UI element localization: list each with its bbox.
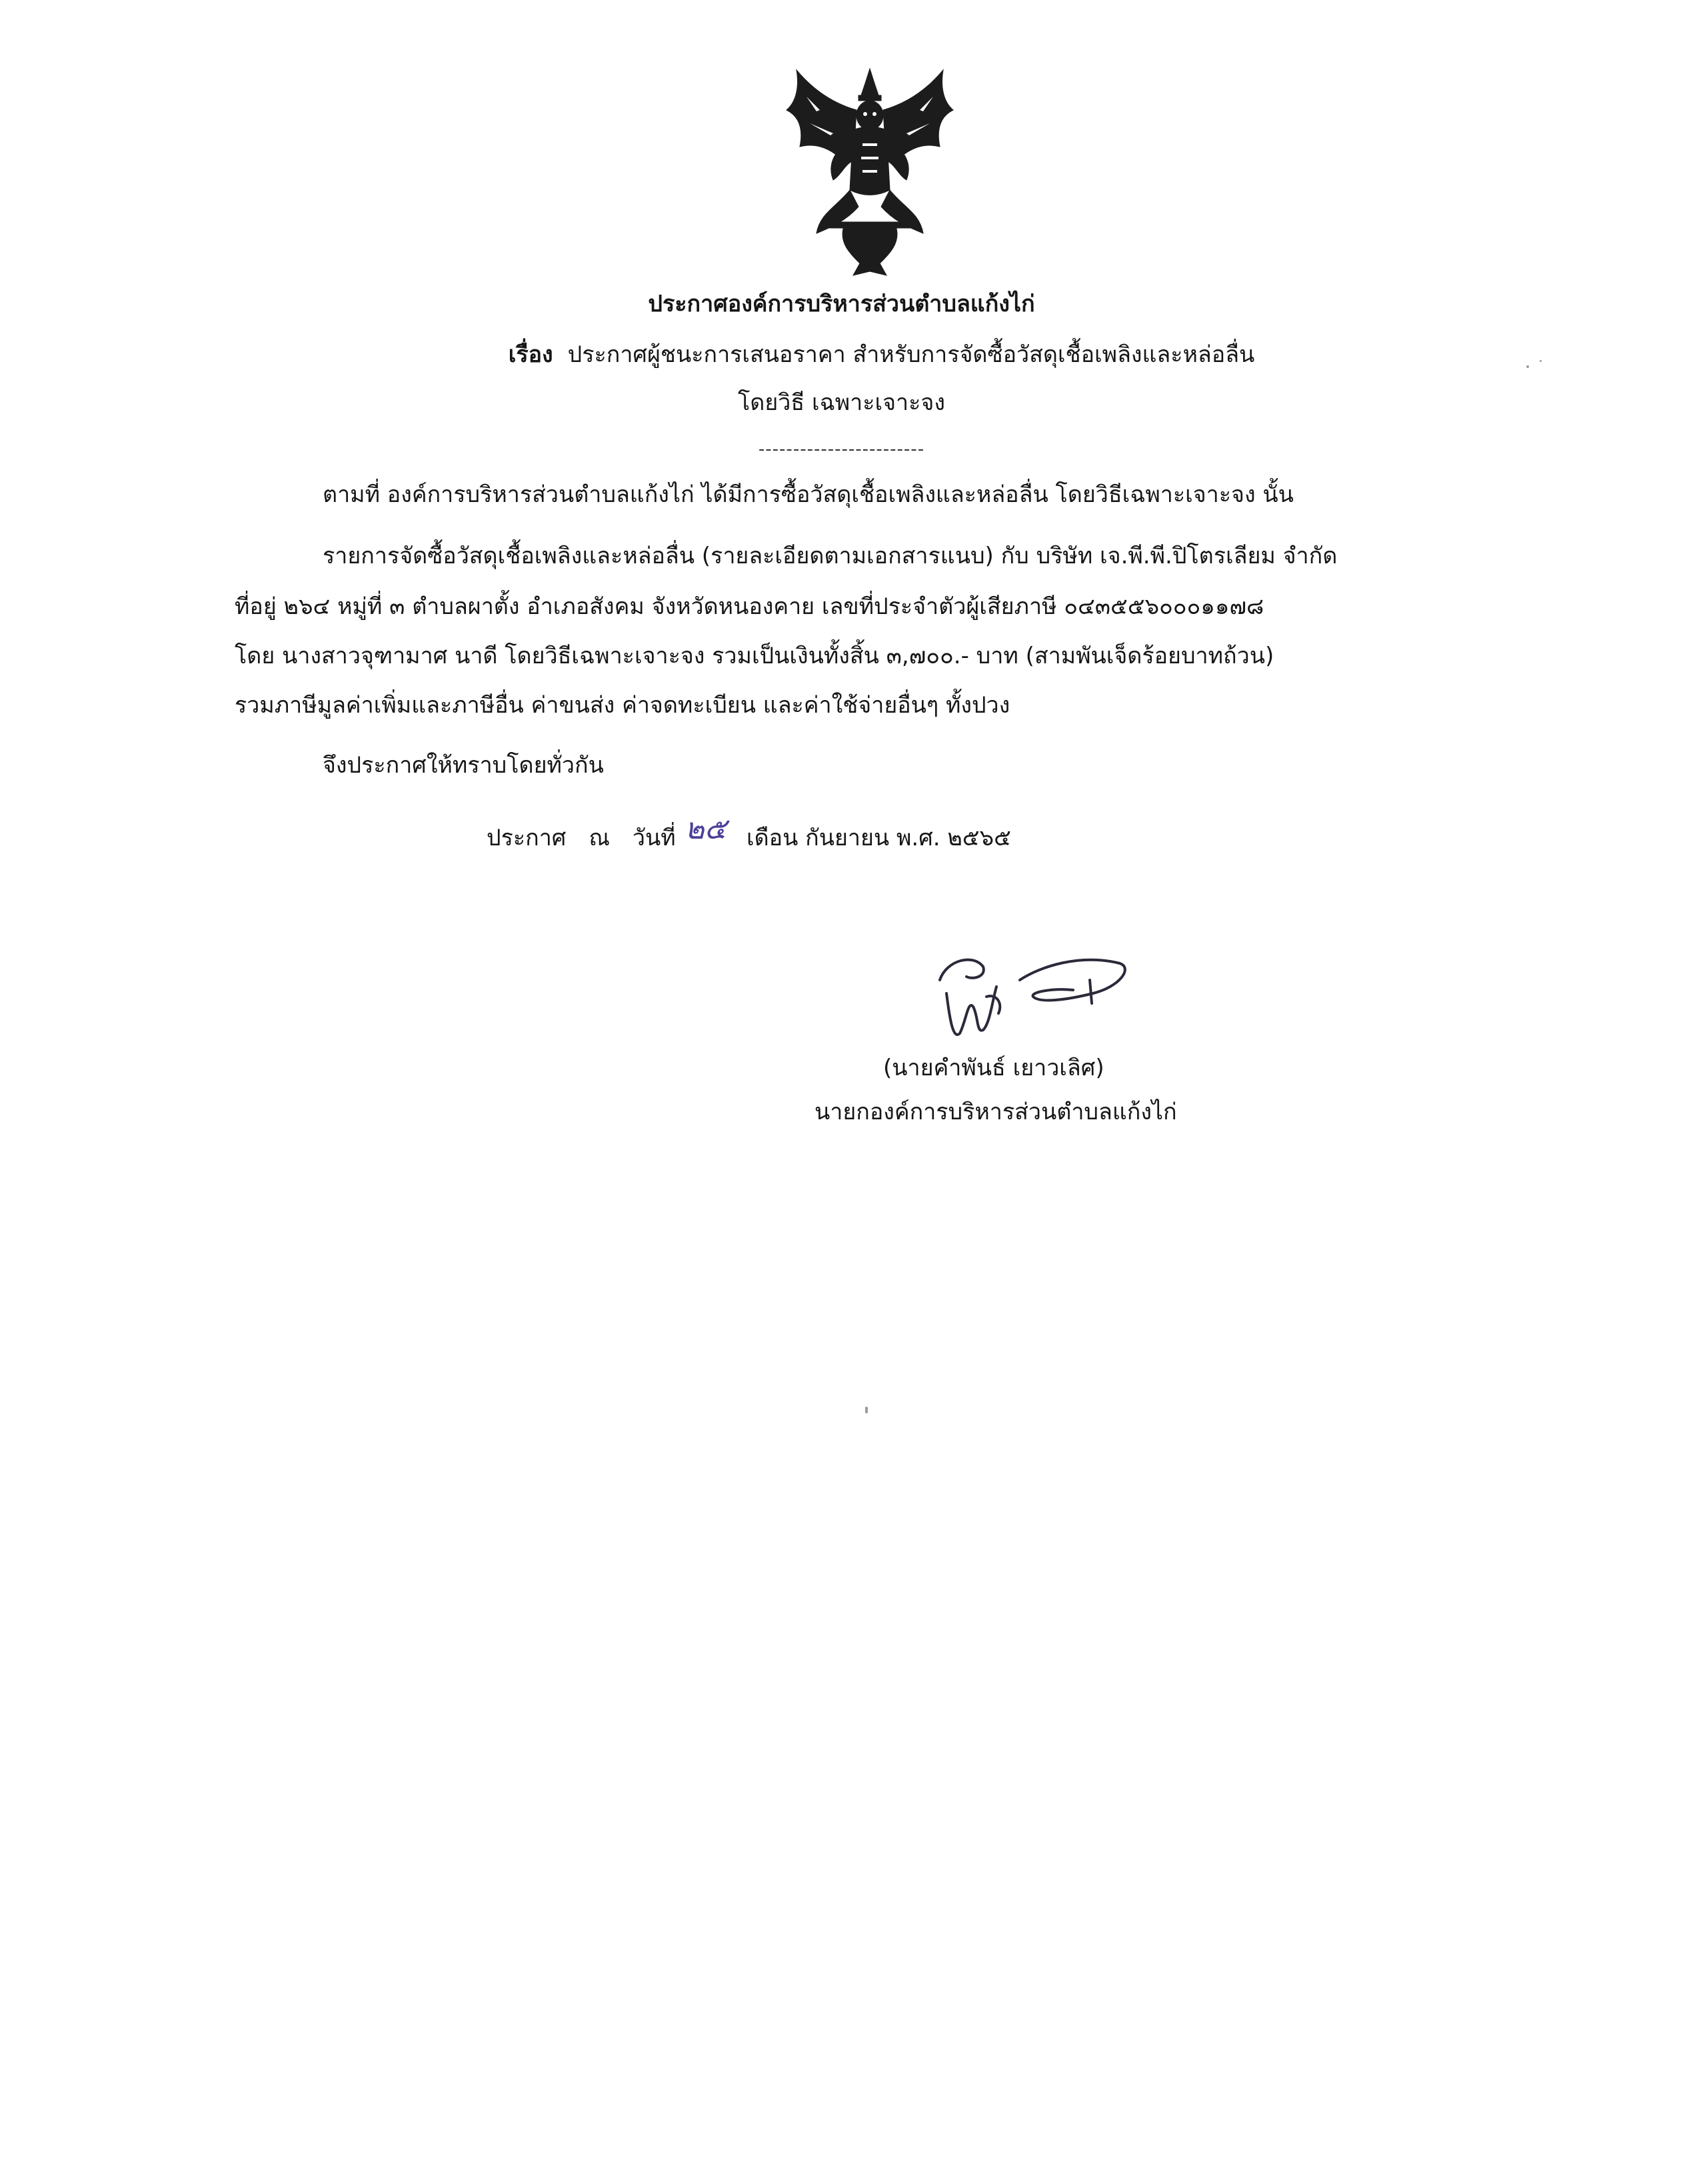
- procurement-method: โดยวิธี เฉพาะเจาะจง: [738, 389, 945, 416]
- garuda-emblem-icon: [780, 63, 960, 277]
- scan-speck: [865, 1407, 868, 1413]
- scan-speck: [1540, 360, 1542, 362]
- paragraph-closing: จึงประกาศให้ทราบโดยทั่วกัน: [323, 752, 604, 779]
- paragraph-detail-line: รายการจัดซื้อวัสดุเชื้อเพลิงและหล่อลื่น (รายละเอียดตามเอกสารแนบ) กับ บริษัท เจ.พี.พี.ปิโตรเลียม จำกัด: [323, 543, 1338, 569]
- paragraph-detail-line: ที่อยู่ ๒๖๔ หมู่ที่ ๓ ตำบลผาตั้ง อำเภอสังคม จังหวัดหนองคาย เลขที่ประจำตัวผู้เสียภาษี ๐๔๓๕๕๖๐๐๐๑๑๗๘: [235, 593, 1264, 620]
- signer-title: นายกองค์การบริหารส่วนตำบลแก้งไก่: [815, 1099, 1177, 1125]
- paragraph-detail-line: โดย นางสาวจุฑามาศ นาดี โดยวิธีเฉพาะเจาะจง รวมเป็นเงินทั้งสิ้น ๓,๗๐๐.- บาท (สามพันเจ็ดร้อยบาทถ้วน): [235, 643, 1274, 669]
- document-subject: [40, 339, 1683, 371]
- paragraph-intro: ตามที่ องค์การบริหารส่วนตำบลแก้งไก่ ได้มีการซื้อวัสดุเชื้อเพลิงและหล่อลื่น โดยวิธีเฉพาะเจาะจง นั้น: [323, 481, 1294, 508]
- announce-label: ประกาศ: [487, 825, 567, 851]
- announcement-date: [487, 812, 1011, 854]
- subject-text: ประกาศผู้ชนะการเสนอราคา สำหรับการจัดซื้อวัสดุเชื้อเพลิงและหล่อลื่น: [567, 341, 1255, 368]
- document-title: ประกาศองค์การบริหารส่วนตำบลแก้งไก่: [648, 291, 1035, 317]
- signature-mark: [920, 940, 1146, 1053]
- at-label: ณ: [589, 825, 610, 851]
- subject-label: เรื่อง: [508, 341, 553, 368]
- scan-speck: [1526, 365, 1529, 368]
- month-year-label: เดือน กันยายน พ.ศ. ๒๕๖๕: [746, 825, 1011, 851]
- paragraph-detail-line: รวมภาษีมูลค่าเพิ่มและภาษีอื่น ค่าขนส่ง ค่าจดทะเบียน และค่าใช้จ่ายอื่นๆ ทั้งปวง: [235, 692, 1010, 719]
- header-divider: ------------------------: [758, 439, 925, 459]
- day-label: วันที่: [632, 825, 676, 851]
- handwritten-day: ๒๕: [685, 812, 727, 846]
- signer-name: (นายคำพันธ์ เยาวเลิศ): [883, 1055, 1104, 1081]
